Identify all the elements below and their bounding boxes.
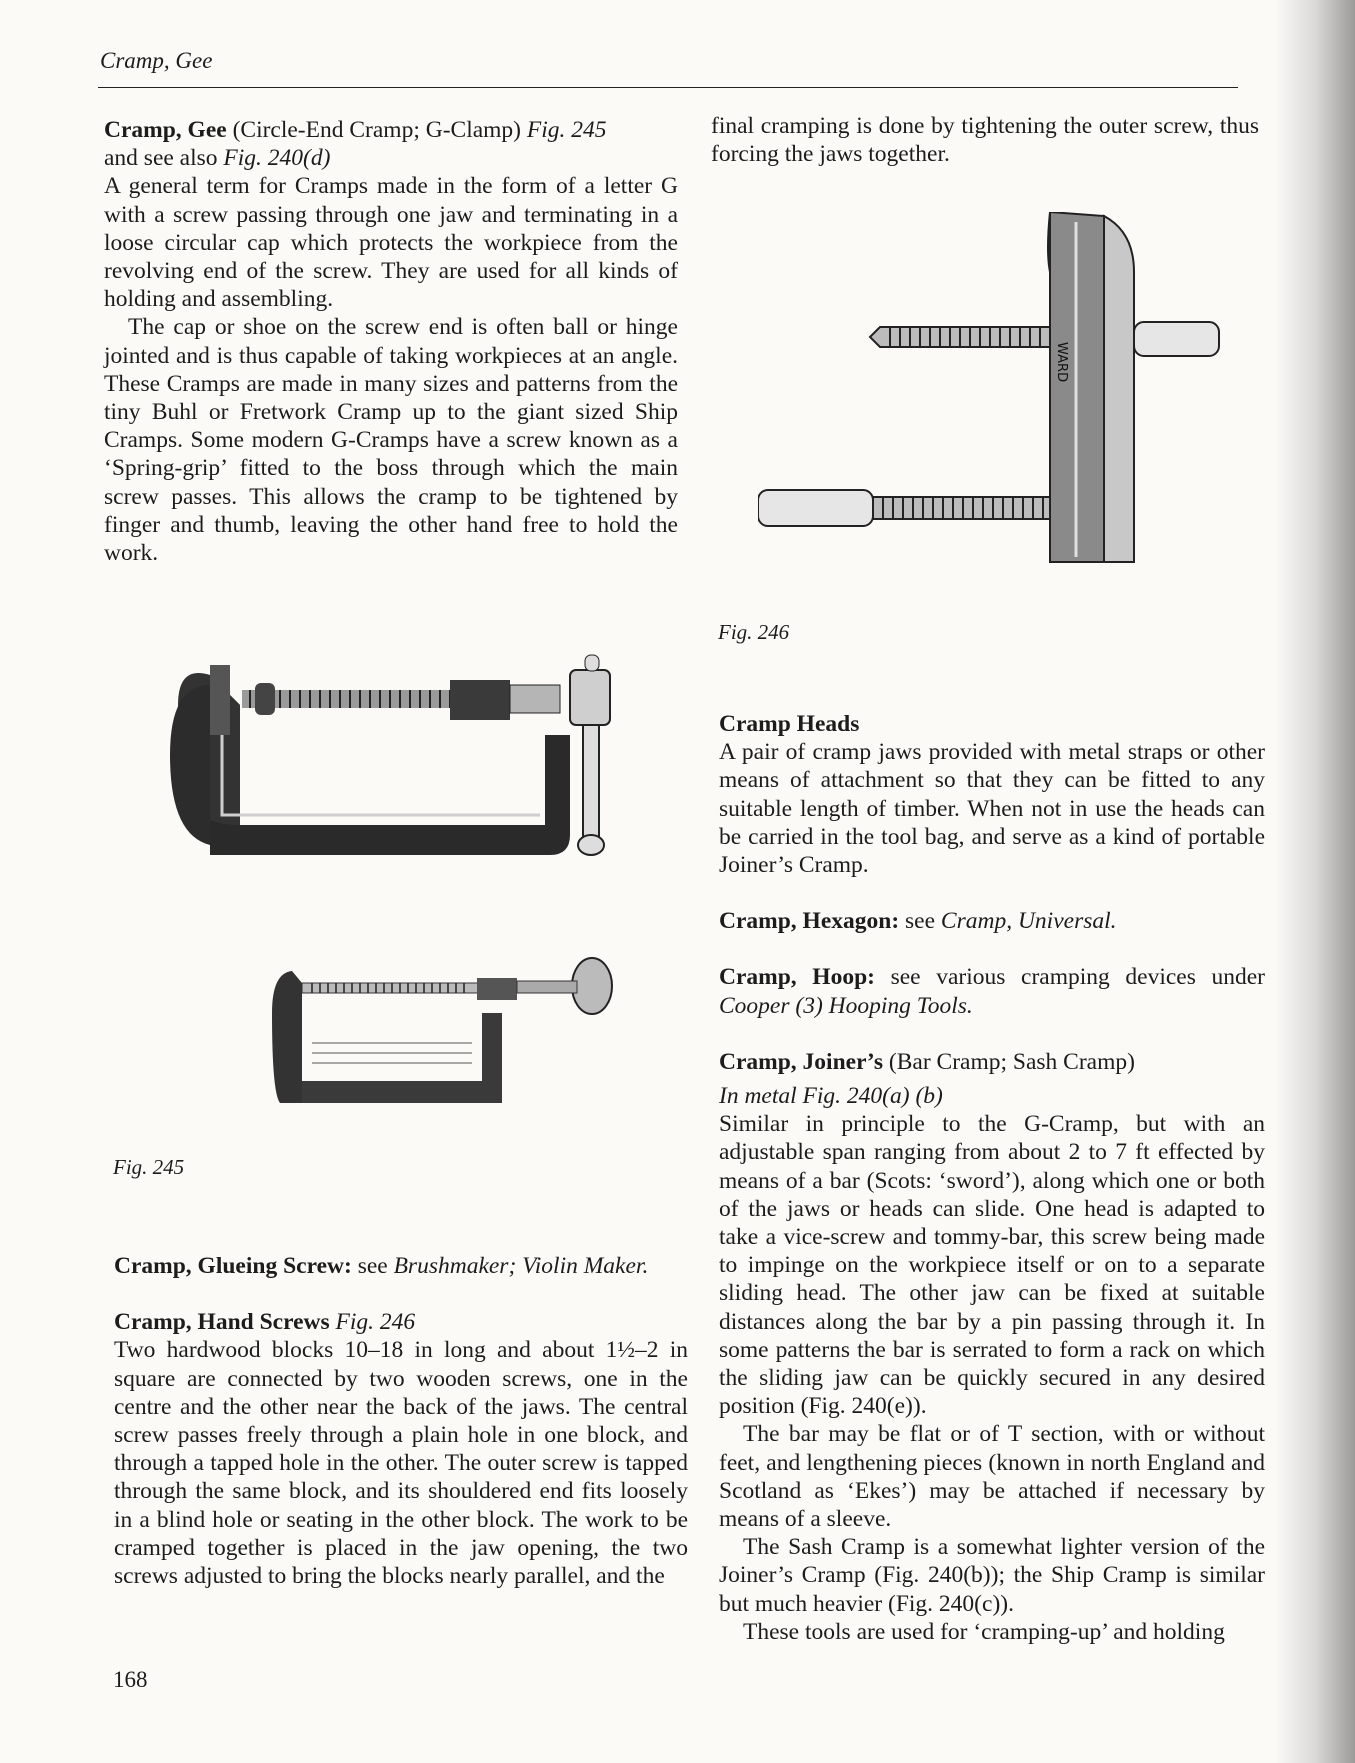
entry-text: see various cramping devices under [874,964,1265,991]
paragraph: Similar in principle to the G-Cramp, but with an adjustable span ranging from about 2 to 7 ft effected by means of a bar (Scots: ‘sword’), along which one or both of the jaws or heads can slide. One head is adapted to take a vice-screw and tommy-bar, this screw being made to impinge on the workpiece itself or on to a separate sliding head. The other jaw can be fixed at suitable distances along the bar by a pin passing through it. In some patterns the bar is serrated to form a rack on which the sliding jaw can be quickly secured in any desired position (Fig. 240(e)). [719,1111,1265,1420]
entry-title-cramp-heads: Cramp Heads [719,711,860,737]
entry-cramp-joiners [719,1048,1265,1076]
entry-alt-names: (Circle-End Cramp; G-Clamp) [226,117,527,143]
figure-ref: Fig. 245 [526,117,607,143]
entry-cramp-hexagon [719,907,1265,935]
paragraph: These tools are used for ‘cramping-up’ and holding [743,1618,1225,1645]
entry-subheading: In metal Fig. 240(a) (b) [719,1083,943,1110]
left-column-top [104,116,678,567]
entry-see: see [351,1253,394,1279]
figure-ref: Fig. 240(d) [223,145,331,172]
entry-title: Cramp, Hand Screws [114,1309,330,1336]
entry-title: Cramp, Joiner’s [719,1048,884,1075]
cross-reference: Cooper (3) Hooping Tools. [719,992,973,1019]
figure-caption-246: Fig. 246 [718,620,790,644]
paragraph: The Sash Cramp is a somewhat lighter version of the Joiner’s Cramp (Fig. 240(b)); the Ship Cramp is similar but much heavier (Fig. 240(c)). [719,1534,1265,1617]
g-cramp-small-illustration [272,953,614,1113]
paragraph-continued: final cramping is done by tightening the outer screw, thus forcing the jaws together. [711,113,1259,168]
left-column-bottom [114,1252,688,1590]
right-column-body [719,710,1265,1646]
entry-cramp-hoop [719,963,1265,1019]
paragraph: A general term for Cramps made in the form of a letter G with a screw passing through one jaw and terminating in a loose circular cap which protects the workpiece from the revolving end of the screw. They are used for all kinds of holding and assembling. [104,173,678,313]
entry-alt-names: (Bar Cramp; Sash Cramp) [883,1048,1135,1075]
paragraph: The bar may be flat or of T section, with or without feet, and lengthening pieces (known in north England and Scotland as ‘Ekes’) may be attached if necessary by means of a sleeve. [719,1421,1265,1533]
maker-stamp: WARD [1054,342,1069,383]
g-cramp-large-illustration [170,645,640,867]
cross-reference: Cramp, Universal. [940,908,1117,935]
page-edge-shadow [1275,0,1355,1763]
entry-see: see [899,908,941,935]
entry-see-also: and see also [104,145,224,172]
page-number: 168 [113,1667,148,1692]
cross-reference: Brushmaker; Violin Maker. [393,1253,649,1279]
paragraph: Two hardwood blocks 10–18 in long and about 1½–2 in square are connected by two wooden screws, one in the centre and the other near the back of the jaws. The central screw passes freely through a plain hole in one block, and through a tapped hole in the other. The outer screw is tapped through the same block, and its shouldered end fits loosely in a blind hole or seating in the other block. The work to be cramped together is placed in the jaw opening, the two screws adjusted to bring the blocks nearly parallel, and the [114,1337,688,1590]
hand-screw-illustration [758,212,1226,567]
entry-title: Cramp, Gee [104,117,227,143]
running-header: Cramp, Gee [100,48,213,73]
entry-title: Cramp, Hoop: [719,964,875,991]
entry-cramp-hand-screws [114,1308,688,1336]
entry-cramp-gee [104,116,678,172]
figure-ref: Fig. 246 [329,1309,416,1336]
header-rule [98,87,1238,88]
entry-title: Cramp, Hexagon: [719,908,900,935]
entry-title: Cramp, Glueing Screw: [114,1253,352,1279]
entry-cramp-glueing-screw [114,1252,688,1280]
paragraph: A pair of cramp jaws provided with metal straps or other means of attachment so that they can be fitted to any suitable length of timber. When not in use the heads can be carried in the tool bag, and serve as a kind of portable Joiner’s Cramp. [719,739,1265,879]
figure-caption-245: Fig. 245 [113,1155,185,1179]
right-column-top [711,112,1259,168]
paragraph: The cap or shoe on the screw end is often ball or hinge jointed and is thus capable of taking workpieces at an angle. These Cramps are made in many sizes and patterns from the tiny Buhl or Fretwork Cramp up to the giant sized Ship Cramps. Some modern G-Cramps have a screw known as a ‘Spring-grip’ fitted to the boss through which the main screw passes. This allows the cramp to be tightened by finger and thumb, leaving the other hand free to hold the work. [104,314,678,567]
